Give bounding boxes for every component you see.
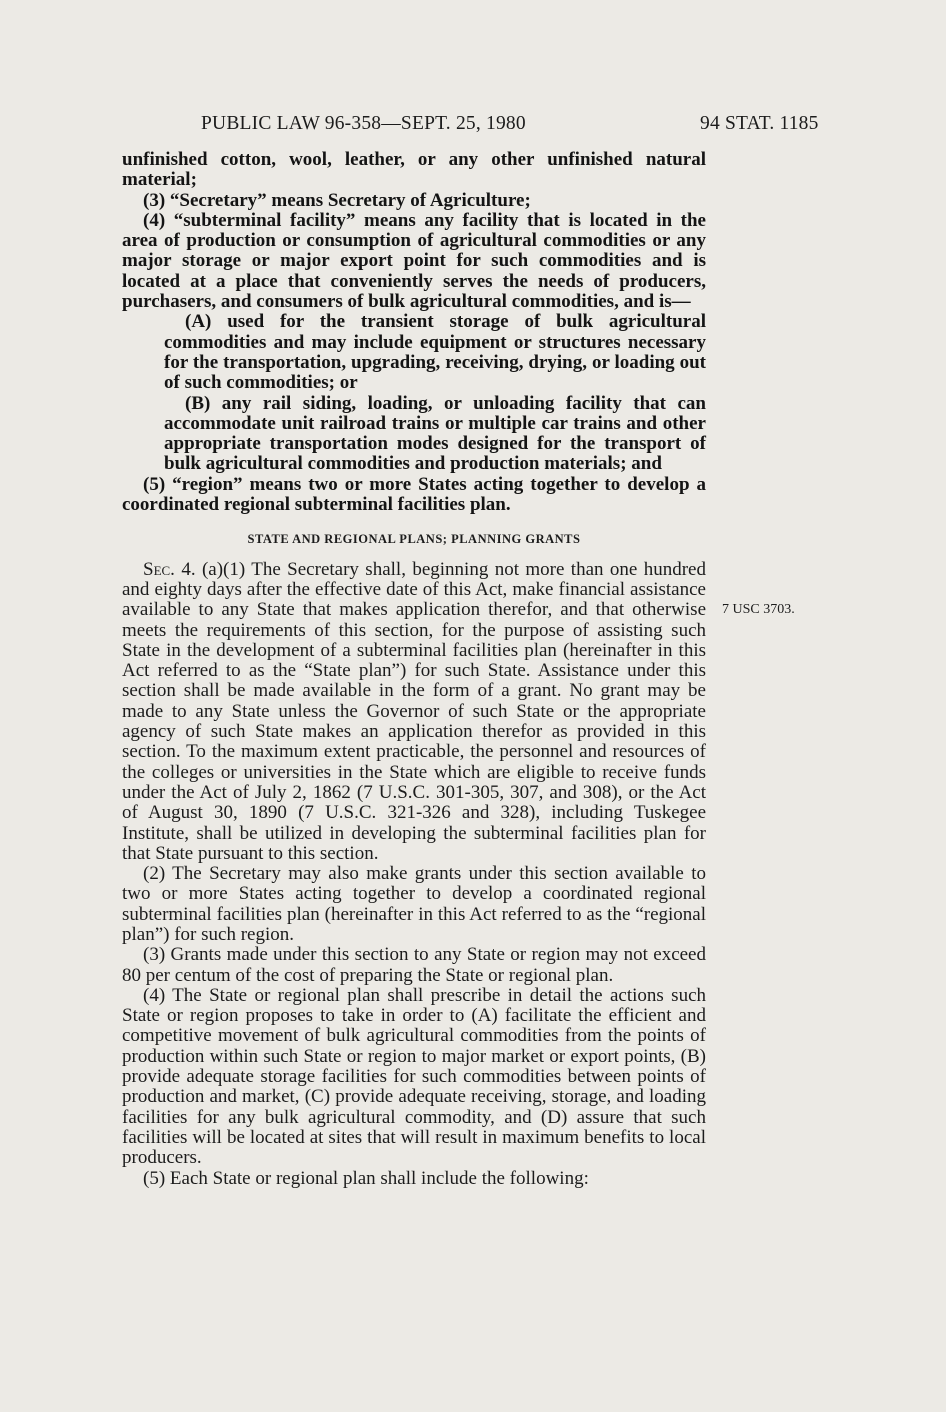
paragraph-section-4-a-4: (4) The State or regional plan shall prescribe in detail the actions such State or region proposes to take in order to (A) facilitate the efficient and competitive movement of bulk agricultural commodities from the points of production within such State or region to major market or export points, (B) provide adequate storage facilities for such commodities between points of production and market, (C) provide adequate receiving, storage, and loading facilities for any bulk agricultural commodity, and (D) assure that such facilities will be located at sites that will result in maximum benefits to local producers. <box>122 984 706 1169</box>
paragraph-clause-a: (A) used for the transient storage of bulk agricultural commodities and may include equipment or structures necessary for the transportation, upgrading, receiving, drying, or loading out of such commodities; or <box>164 311 706 394</box>
paragraph-definition-subterminal-facility: (4) “subterminal facility” means any facility that is located in the area of production or consumption of agricultural commodities or any major storage or major export point for such commodities and is located at a place that conveniently serves the needs of producers, purchasers, and consumers of bulk agricultural commodities, and is— <box>122 209 706 313</box>
paragraph-continuation: unfinished cotton, wool, leather, or any other unfinished natural material; <box>122 149 706 191</box>
section-heading: STATE AND REGIONAL PLANS; PLANNING GRANTS <box>247 532 581 547</box>
body-text <box>122 150 706 1189</box>
paragraph-section-4-a-2: (2) The Secretary may also make grants under this section available to two or more States acting together to develop a coordinated regional subterminal facilities plan (hereinafter in this Act referred to as the “regional plan”) for such region. <box>122 863 706 945</box>
usc-margin-note: 7 USC 3703. <box>722 602 795 617</box>
paragraph-definition-secretary: (3) “Secretary” means Secretary of Agriculture; <box>143 189 531 211</box>
section-label: Sec. 4. <box>143 558 196 580</box>
paragraph-clause-b: (B) any rail siding, loading, or unloading facility that can accommodate unit railroad trains or multiple car trains and other appropriate transportation modes designed for the transport of bulk agricultural commodities and production materials; and <box>164 392 706 475</box>
paragraph-definition-region: (5) “region” means two or more States acting together to develop a coordinated regional subterminal facilities plan. <box>122 473 706 516</box>
statute-page-number: 94 STAT. 1185 <box>700 113 819 134</box>
paragraph-section-4-a-5: (5) Each State or regional plan shall include the following: <box>143 1167 589 1189</box>
paragraph-section-4-a-3: (3) Grants made under this section to any State or region may not exceed 80 per centum of the cost of preparing the State or regional plan. <box>122 944 706 986</box>
running-head <box>0 113 946 143</box>
paragraph-section-4-a-1 <box>122 560 706 864</box>
law-title: PUBLIC LAW 96-358—SEPT. 25, 1980 <box>201 113 526 134</box>
section-4-a-1-text: (a)(1) The Secretary shall, beginning not more than one hundred and eighty days after the effective date of this Act, make financial assistance available to any State that makes application therefor, and that otherwise meets the requirements of this section, for the purpose of assisting such State in the development of a subterminal facilities plan (hereinafter in this Act referred to as the “State plan”) for such State. Assistance under this section shall be made available in the form of a grant. No grant may be made to any State unless the Governor of such State or the appropriate agency of such State makes an application therefor as provided in this section. To the maximum extent practicable, the personnel and resources of the colleges or universities in the State which are eligible to receive funds under the Act of July 2, 1862 (7 U.S.C. 301-305, 307, and 308), or the Act of August 30, 1890 (7 U.S.C. 321-326 and 328), including Tuskegee Institute, shall be utilized in developing the subterminal facilities plan for that State pursuant to this section. <box>122 558 706 864</box>
